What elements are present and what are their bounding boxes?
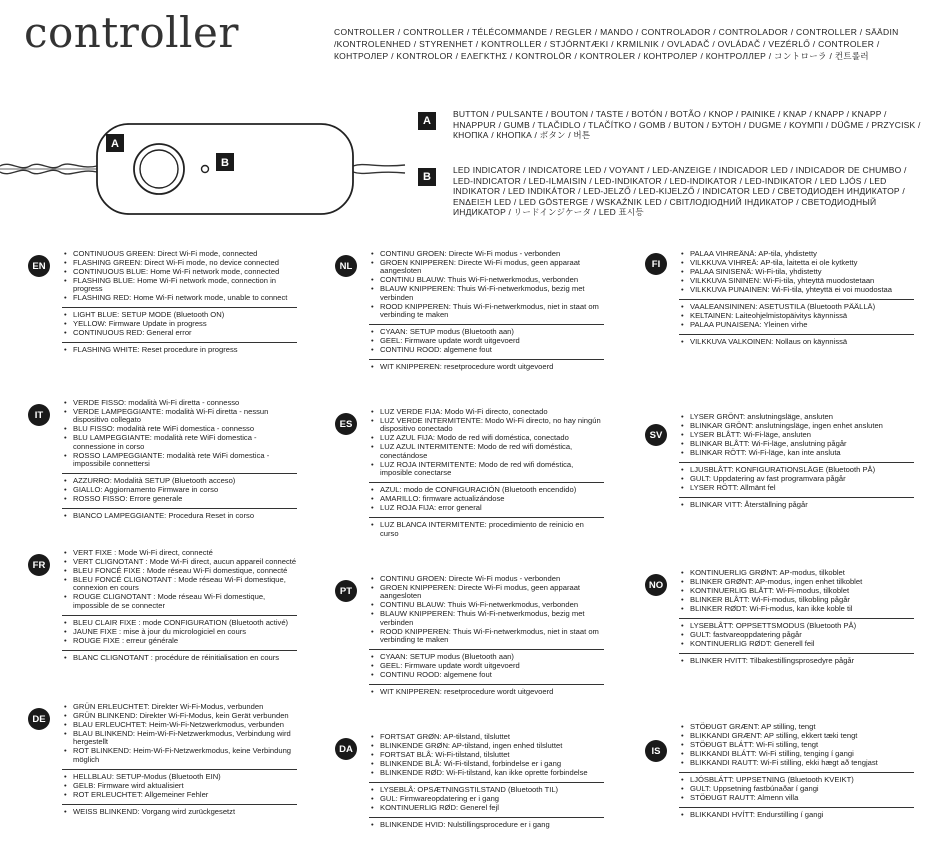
status-item: • BLINKER BLÅTT: Wi-Fi-modus, tilkobling pågår — [679, 596, 914, 604]
status-item: • VERT FIXE : Mode Wi-Fi direct, connecté — [62, 549, 297, 557]
status-item: • CONTINUOUS GREEN: Direct Wi-Fi mode, connected — [62, 250, 297, 258]
status-group — [62, 247, 297, 308]
title-translations: CONTROLLER / CONTROLLER / TÉLÉCOMMANDE / REGLER / MANDO / CONTROLADOR / CONTROLADOR / CONTROLLER / SÄÄDIN /KONTROLENHED / STYRENHET / KONTROLLER / STJÓRNTÆKI / KRMILNIK / OVLADAČ / OVLÁDAČ / VEZÉRLŐ / CONTROLER / КОНТРОЛЕР / KONTROLOR / ΕΛΕΓΚΤΗΣ / KONTROLÖR / KONTROLER / КОНТРОЛЕР / КОНТРОЛЛЕР / コントローラ / 컨트롤러 — [334, 27, 899, 62]
status-group — [679, 335, 914, 351]
status-item: • BLU LAMPEGGIANTE: modalità rete WiFi domestica - connessione in corso — [62, 434, 297, 451]
status-item: • LYSEBLÅTT: OPPSETTSMODUS (Bluetooth PÅ) — [679, 622, 914, 630]
status-group — [369, 572, 604, 650]
status-group — [62, 546, 297, 616]
status-item: • KONTINUERLIG RØD: Generel fejl — [369, 804, 604, 812]
diagram-label-a: A — [111, 138, 119, 150]
status-item: • KONTINUERLIG RØDT: Generell feil — [679, 640, 914, 648]
status-item: • FLASHING WHITE: Reset procedure in progress — [62, 346, 297, 354]
language-badge: IT — [28, 404, 50, 426]
status-item: • LUZ AZUL INTERMITENTE: Modo de red wifi doméstica, conectándose — [369, 443, 604, 460]
status-item: • BLAU ERLEUCHTET: Heim-Wi-Fi-Netzwerkmodus, verbunden — [62, 721, 297, 729]
status-group — [679, 619, 914, 654]
led-indicator-dot — [202, 166, 209, 173]
status-group — [679, 566, 914, 619]
key-b-badge: B — [418, 168, 436, 186]
status-list — [369, 730, 604, 834]
status-item: • BLEU CLAIR FIXE : mode CONFIGURATION (Bluetooth activé) — [62, 619, 297, 627]
controller-diagram — [0, 112, 415, 224]
status-item: • CONTINU GROEN: Directe Wi-Fi modus - verbonden — [369, 250, 604, 258]
status-group — [679, 720, 914, 773]
status-item: • ROSSO LAMPEGGIANTE: modalità rete WiFi domestica - impossibile connettersi — [62, 452, 297, 469]
key-a-badge: A — [418, 112, 436, 130]
key-a-text: BUTTON / PULSANTE / BOUTON / TASTE / BOTÓN / BOTÃO / KNOP / PAINIKE / KNAP / KNAPP / KNAPP / HNAPPUR / GUMB / TLAČIDLO / TLAČÍTKO / GOMB / BUTON / БУТОН / DUGME / ΚΟΥΜΠΙ / DÜĞME / PRZYCISK / КНОПКА / КНОПКА / ボタン / 버튼 — [453, 109, 921, 141]
status-item: • GROEN KNIPPEREN: Directe Wi-Fi modus, geen apparaat aangesloten — [369, 259, 604, 276]
status-group — [679, 808, 914, 824]
status-item: • ROOD KNIPPEREN: Thuis Wi-Fi-netwerkmodus, niet in staat om verbinding te maken — [369, 628, 604, 645]
status-item: • KONTINUERLIG BLÅTT: Wi-Fi-modus, tilkoblet — [679, 587, 914, 595]
page-title: controller — [24, 8, 239, 57]
status-item: • FLASHING BLUE: Home Wi-Fi network mode, connection in progress — [62, 277, 297, 294]
cable-left — [0, 164, 97, 174]
status-item: • JAUNE FIXE : mise à jour du micrologiciel en cours — [62, 628, 297, 636]
status-item: • ROOD KNIPPEREN: Thuis Wi-Fi-netwerkmodus, niet in staat om verbinding te maken — [369, 303, 604, 320]
status-group — [369, 818, 604, 834]
status-list — [62, 700, 297, 821]
status-group — [62, 700, 297, 770]
status-item: • BLINKENDE RØD: Wi-Fi-tilstand, kan ikke oprette forbindelse — [369, 769, 604, 777]
status-item: • WEISS BLINKEND: Vorgang wird zurückgesetzt — [62, 808, 297, 816]
status-item: • LIGHT BLUE: SETUP MODE (Bluetooth ON) — [62, 311, 297, 319]
status-item: • FORTSAT GRØN: AP-tilstand, tilsluttet — [369, 733, 604, 741]
status-item: • LYSER RÖTT: Allmänt fel — [679, 484, 914, 492]
status-item: • GULT: Uppsetning fastbúnaðar í gangi — [679, 785, 914, 793]
status-list — [62, 247, 297, 359]
status-item: • LJÓSBLÁTT: UPPSETNING (Bluetooth KVEIKT) — [679, 776, 914, 784]
status-item: • AZUL: modo de CONFIGURACIÓN (Bluetooth encendido) — [369, 486, 604, 494]
status-item: • BLU FISSO: modalità rete WiFi domestica - connesso — [62, 425, 297, 433]
status-item: • LUZ BLANCA INTERMITENTE: procedimiento de reinicio en curso — [369, 521, 604, 538]
status-item: • FORTSAT BLÅ: Wi-Fi-tilstand, tilsluttet — [369, 751, 604, 759]
status-group — [369, 247, 604, 325]
status-item: • LUZ ROJA FIJA: error general — [369, 504, 604, 512]
status-group — [679, 654, 914, 670]
status-group — [369, 325, 604, 360]
status-item: • GULT: fastvareoppdatering pågår — [679, 631, 914, 639]
status-item: • BLINKER RØDT: Wi-Fi-modus, kan ikke koble til — [679, 605, 914, 613]
status-item: • KONTINUERLIG GRØNT: AP-modus, tilkoblet — [679, 569, 914, 577]
status-group — [369, 518, 604, 542]
status-item: • KELTAINEN: Laiteohjelmistopäivitys käynnissä — [679, 312, 914, 320]
status-item: • BLINKAR GRÖNT: anslutningsläge, ingen enhet ansluten — [679, 422, 914, 430]
status-item: • GEEL: Firmware update wordt uitgevoerd — [369, 337, 604, 345]
status-item: • STÖÐUGT GRÆNT: AP stilling, tengt — [679, 723, 914, 731]
status-list — [679, 720, 914, 824]
language-badge: EN — [28, 255, 50, 277]
status-item: • STÖÐUGT RAUTT: Almenn villa — [679, 794, 914, 802]
status-item: • VILKKUVA VIHREÄ: AP-tila, laitetta ei ole kytketty — [679, 259, 914, 267]
status-item: • HELLBLAU: SETUP-Modus (Bluetooth EIN) — [62, 773, 297, 781]
status-list — [369, 405, 604, 543]
status-list — [62, 396, 297, 525]
status-item: • AMARILLO: firmware actualizándose — [369, 495, 604, 503]
status-group — [369, 685, 604, 701]
status-item: • CONTINU ROOD: algemene fout — [369, 346, 604, 354]
language-badge: NO — [645, 574, 667, 596]
status-item: • BLINKER HVITT: Tilbakestillingsprosedyre pågår — [679, 657, 914, 665]
status-group — [369, 650, 604, 685]
language-badge: IS — [645, 740, 667, 762]
status-group — [369, 360, 604, 376]
status-item: • CYAAN: SETUP modus (Bluetooth aan) — [369, 653, 604, 661]
language-badge: SV — [645, 424, 667, 446]
status-item: • WIT KNIPPEREN: resetprocedure wordt uitgevoerd — [369, 688, 604, 696]
status-item: • VERDE LAMPEGGIANTE: modalità Wi-Fi diretta - nessun dispositivo collegato — [62, 408, 297, 425]
status-item: • ROT ERLEUCHTET: Allgemeiner Fehler — [62, 791, 297, 799]
status-item: • GULT: Uppdatering av fast programvara pågår — [679, 475, 914, 483]
status-item: • LYSEBLÅ: OPSÆTNINGSTILSTAND (Bluetooth TIL) — [369, 786, 604, 794]
status-item: • PALAA SINISENÄ: Wi-Fi-tila, yhdistetty — [679, 268, 914, 276]
status-item: • VERT CLIGNOTANT : Mode Wi-Fi direct, aucun appareil connecté — [62, 558, 297, 566]
status-item: • BLINKENDE GRØN: AP-tilstand, ingen enhed tilsluttet — [369, 742, 604, 750]
language-badge: PT — [335, 580, 357, 602]
status-item: • ROT BLINKEND: Heim-Wi-Fi-Netzwerkmodus, keine Verbindung möglich — [62, 747, 297, 764]
status-group — [62, 770, 297, 805]
status-item: • LUZ VERDE FIJA: Modo Wi-Fi directo, conectado — [369, 408, 604, 416]
status-list — [679, 410, 914, 514]
status-group — [62, 343, 297, 359]
status-item: • GRÜN BLINKEND: Direkter Wi-Fi-Modus, kein Gerät verbunden — [62, 712, 297, 720]
status-item: • FLASHING GREEN: Direct Wi-Fi mode, no device connected — [62, 259, 297, 267]
status-list — [679, 566, 914, 670]
language-badge: FI — [645, 253, 667, 275]
status-group — [369, 405, 604, 483]
status-item: • BLANC CLIGNOTANT : procédure de réinitialisation en cours — [62, 654, 297, 662]
status-list — [679, 247, 914, 351]
status-item: • FLASHING RED: Home Wi-Fi network mode, unable to connect — [62, 294, 297, 302]
status-item: • VILKKUVA VALKOINEN: Nollaus on käynnissä — [679, 338, 914, 346]
status-group — [679, 498, 914, 514]
status-item: • GELB: Firmware wird aktualisiert — [62, 782, 297, 790]
status-group — [679, 410, 914, 463]
language-badge: NL — [335, 255, 357, 277]
status-item: • STÖÐUGT BLÁTT: Wi-Fi stilling, tengt — [679, 741, 914, 749]
status-item: • LYSER GRÖNT: anslutningsläge, ansluten — [679, 413, 914, 421]
status-group — [679, 463, 914, 498]
key-b-text: LED INDICATOR / INDICATORE LED / VOYANT / LED-ANZEIGE / INDICADOR LED / INDICADOR DE CHUMBO / LED-INDICATOR / LED-ILMAISIN / LED-INDIKATOR / LED-INDIKATOR / LED-INDIKATOR / LED LJÓS / LED INDIKATOR / LED INDIKÁTOR / LED-JELZŐ / LED-KIJELZŐ / INDICATOR LED / СВЕТОДИОДЕН ИНДИКАТОР / ΕΝΔΕΙΞΗ LED / LED GÖSTERGE / WSKAŹNIK LED / СВІТЛОДІОДНИЙ ІНДИКАТОР / СВЕТОДИОДНЫЙ ИНДИКАТОР / リードインジケータ / LED 표시등 — [453, 165, 907, 218]
key-led — [418, 165, 929, 218]
status-item: • BLIKKANDI GRÆNT: AP stilling, ekkert tæki tengt — [679, 732, 914, 740]
status-item: • LUZ AZUL FIJA: Modo de red wifi doméstica, conectado — [369, 434, 604, 442]
status-item: • BLINKENDE BLÅ: Wi-Fi-tilstand, forbindelse er i gang — [369, 760, 604, 768]
status-item: • GRÜN ERLEUCHTET: Direkter Wi-Fi-Modus, verbunden — [62, 703, 297, 711]
status-item: • BLIKKANDI BLÁTT: Wi-Fi stilling, tenging í gangi — [679, 750, 914, 758]
status-item: • VAALEANSININEN: ASETUSTILA (Bluetooth PÄÄLLÄ) — [679, 303, 914, 311]
status-group — [62, 805, 297, 821]
status-item: • BLINKENDE HVID: Nulstillingsprocedure er i gang — [369, 821, 604, 829]
status-item: • LUZ VERDE INTERMITENTE: Modo Wi-Fi directo, no hay ningún dispositivo conectado — [369, 417, 604, 434]
status-group — [679, 300, 914, 335]
controller-button-inner — [140, 150, 178, 188]
status-item: • GIALLO: Aggiornamento Firmware in corso — [62, 486, 297, 494]
status-item: • PALAA VIHREÄNÄ: AP-tila, yhdistetty — [679, 250, 914, 258]
language-badge: DA — [335, 738, 357, 760]
status-item: • ROSSO FISSO: Errore generale — [62, 495, 297, 503]
status-item: • BLEU FONCÉ FIXE : Mode réseau Wi-Fi domestique, connecté — [62, 567, 297, 575]
status-group — [62, 509, 297, 525]
status-item: • BLAUW KNIPPEREN: Thuis Wi-Fi-netwerkmodus, bezig met verbinden — [369, 285, 604, 302]
status-list — [369, 247, 604, 376]
status-item: • YELLOW: Firmware Update in progress — [62, 320, 297, 328]
status-item: • GROEN KNIPPEREN: Directe Wi-Fi modus, geen apparaat aangesloten — [369, 584, 604, 601]
status-item: • BLIKKANDI HVÍTT: Endurstilling í gangi — [679, 811, 914, 819]
status-item: • CONTINU BLAUW: Thuis Wi-Fi-netwerkmodus, verbonden — [369, 601, 604, 609]
status-item: • BIANCO LAMPEGGIANTE: Procedura Reset in corso — [62, 512, 297, 520]
status-item: • BLINKER GRØNT: AP-modus, ingen enhet tilkoblet — [679, 578, 914, 586]
status-item: • BLEU FONCÉ CLIGNOTANT : Mode réseau Wi-Fi domestique, connexion en cours — [62, 576, 297, 593]
status-item: • LYSER BLÅTT: Wi-Fi-läge, ansluten — [679, 431, 914, 439]
language-badge: ES — [335, 413, 357, 435]
language-badge: DE — [28, 708, 50, 730]
status-item: • CYAAN: SETUP modus (Bluetooth aan) — [369, 328, 604, 336]
status-item: • WIT KNIPPEREN: resetprocedure wordt uitgevoerd — [369, 363, 604, 371]
status-item: • GUL: Firmwareopdatering er i gang — [369, 795, 604, 803]
status-item: • CONTINU GROEN: Directe Wi-Fi modus - verbonden — [369, 575, 604, 583]
status-group — [369, 783, 604, 818]
status-list — [369, 572, 604, 701]
status-item: • BLAUW KNIPPEREN: Thuis Wi-Fi-netwerkmodus, bezig met verbinden — [369, 610, 604, 627]
status-item: • BLIKKANDI RAUTT: Wi-Fi stilling, ekki hægt að tengjast — [679, 759, 914, 767]
status-item: • LUZ ROJA INTERMITENTE: Modo de red wifi doméstica, imposible conectarse — [369, 461, 604, 478]
status-item: • BLINKAR BLÅTT: Wi-Fi-läge, anslutning pågår — [679, 440, 914, 448]
status-item: • ROUGE CLIGNOTANT : Mode réseau Wi-Fi domestique, impossible de se connecter — [62, 593, 297, 610]
status-item: • VILKKUVA SININEN: Wi-Fi-tila, yhteyttä muodostetaan — [679, 277, 914, 285]
status-item: • GEEL: Firmware update wordt uitgevoerd — [369, 662, 604, 670]
diagram-label-b: B — [221, 157, 229, 169]
status-item: • LJUSBLÅTT: KONFIGURATIONSLÄGE (Bluetooth PÅ) — [679, 466, 914, 474]
status-item: • PALAA PUNAISENA: Yleinen virhe — [679, 321, 914, 329]
language-badge: FR — [28, 554, 50, 576]
status-item: • AZZURRO: Modalità SETUP (Bluetooth acceso) — [62, 477, 297, 485]
status-item: • CONTINU ROOD: algemene fout — [369, 671, 604, 679]
status-item: • ROUGE FIXE : erreur générale — [62, 637, 297, 645]
status-item: • VERDE FISSO: modalità Wi-Fi diretta - connesso — [62, 399, 297, 407]
status-group — [62, 308, 297, 343]
status-item: • CONTINU BLAUW: Thuis Wi-Fi-netwerkmodus, verbonden — [369, 276, 604, 284]
status-item: • CONTINUOUS RED: General error — [62, 329, 297, 337]
status-item: • VILKKUVA PUNAINEN: Wi-Fi-tila, yhteyttä ei voi muodostaa — [679, 286, 914, 294]
status-group — [62, 474, 297, 509]
key-button — [418, 109, 929, 141]
status-item: • CONTINUOUS BLUE: Home Wi-Fi network mode, connected — [62, 268, 297, 276]
status-group — [679, 773, 914, 808]
status-group — [62, 396, 297, 474]
status-item: • BLAU BLINKEND: Heim-Wi-Fi-Netzwerkmodus, Verbindung wird hergestellt — [62, 730, 297, 747]
status-group — [62, 616, 297, 651]
status-item: • BLINKAR RÖTT: Wi-Fi-läge, kan inte ansluta — [679, 449, 914, 457]
status-list — [62, 546, 297, 667]
status-group — [679, 247, 914, 300]
status-group — [369, 730, 604, 783]
status-item: • BLINKAR VITT: Återställning pågår — [679, 501, 914, 509]
status-group — [369, 483, 604, 518]
status-group — [62, 651, 297, 667]
cable-right — [353, 165, 405, 174]
